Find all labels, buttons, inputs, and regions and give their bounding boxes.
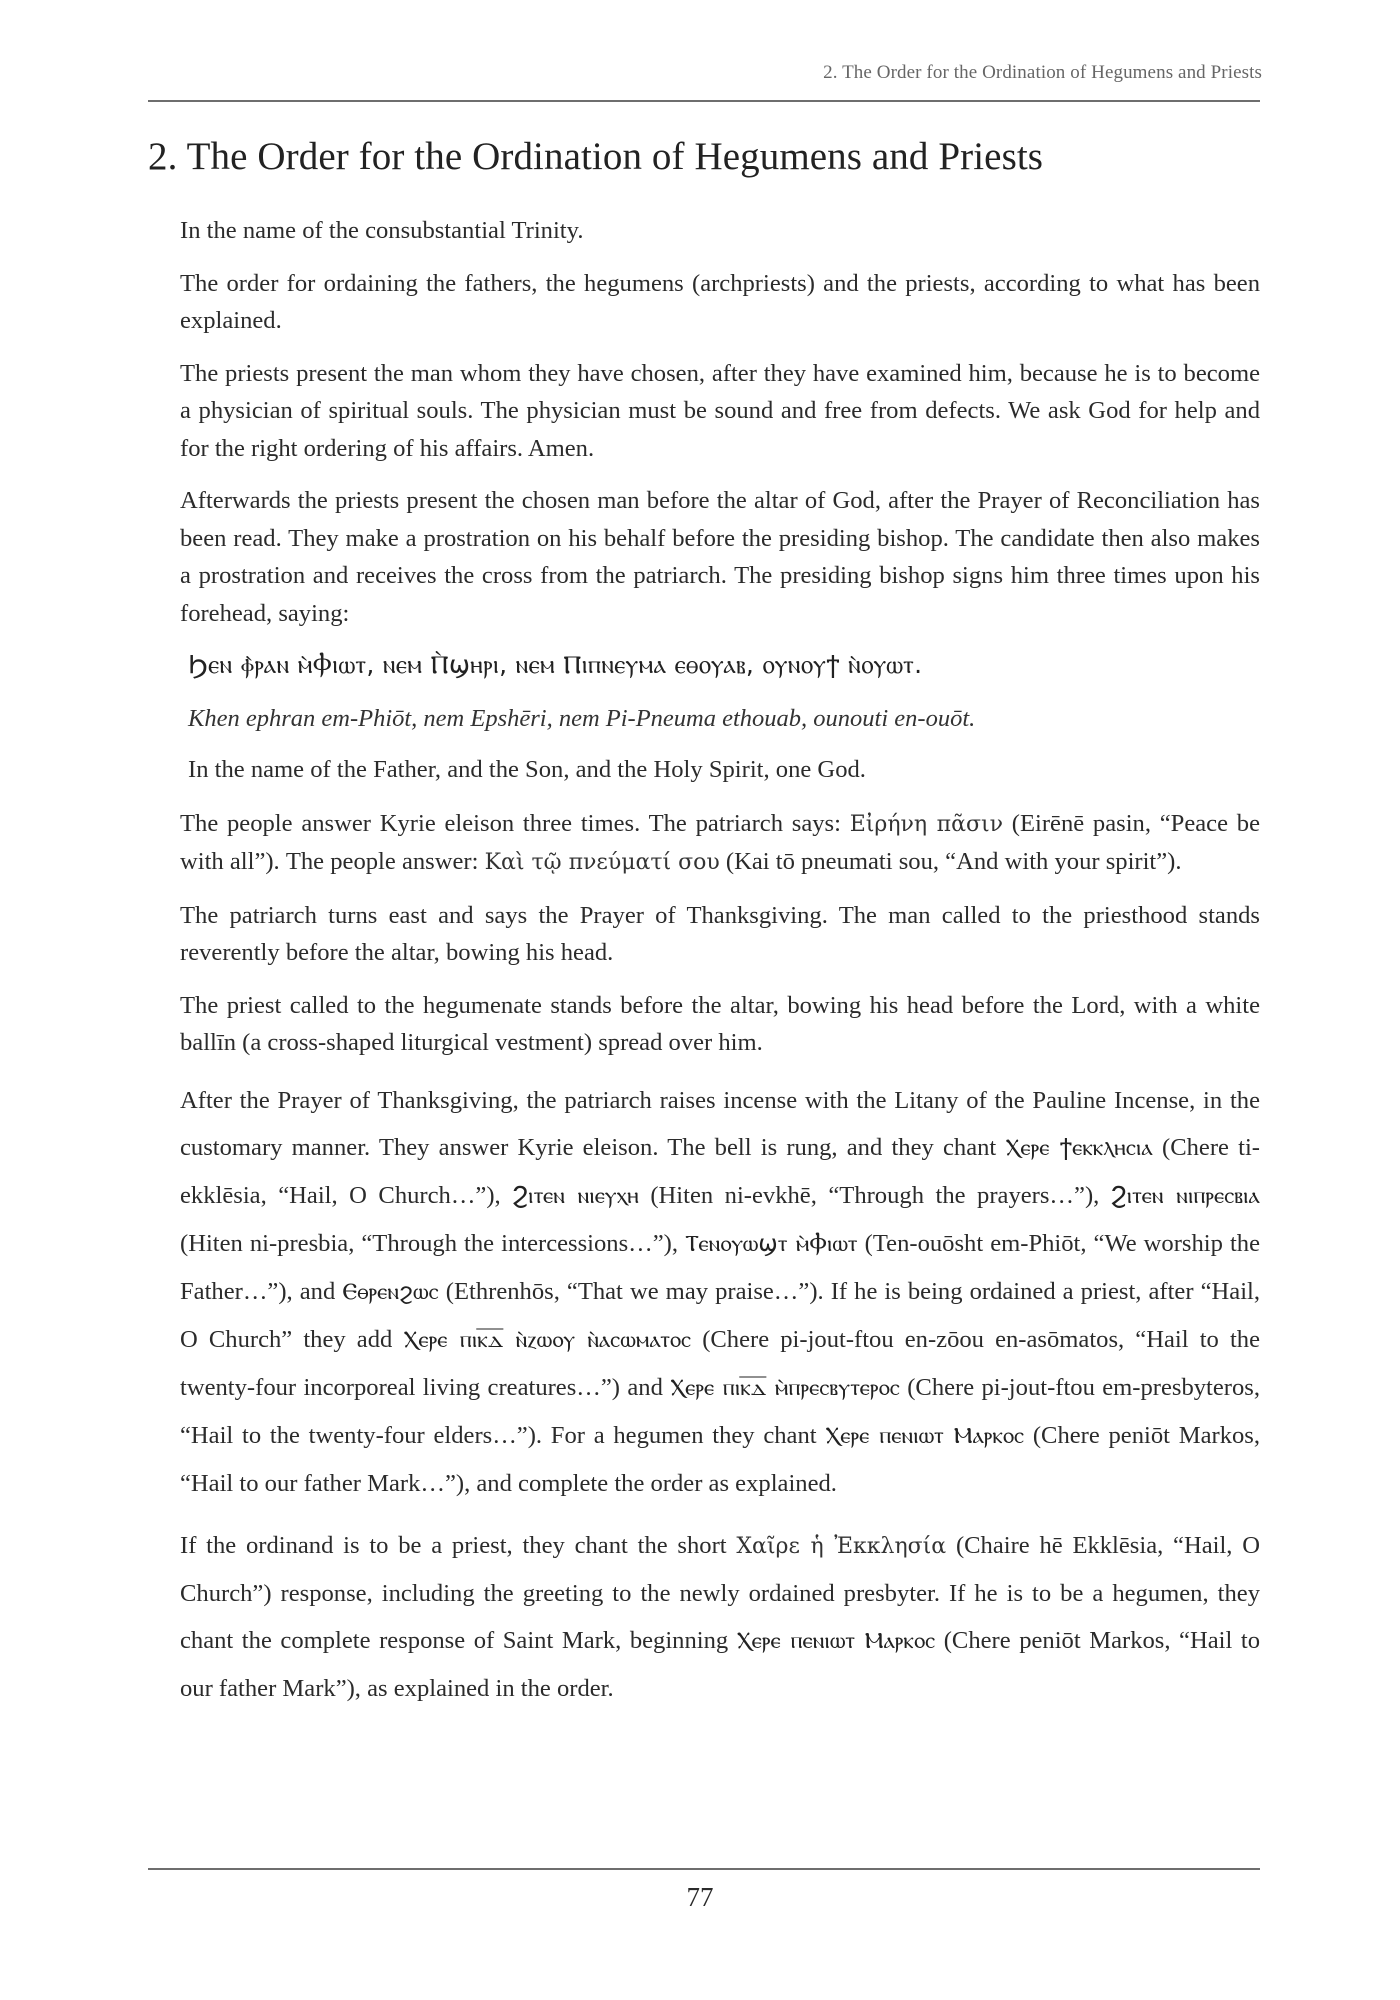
text-run: If the ordinand is to be a priest, they chant the short: [180, 1531, 737, 1559]
paragraph-thanksgiving: The patriarch turns east and says the Prayer of Thanksgiving. The man called to the priesthood stands reverently before the altar, bowing his head.: [180, 901, 1260, 966]
text-run: (Chere pi-jout-ftou en-zōou en-asōmatos, “Hail to the twenty-four incorporeal living creatures…”) and: [180, 1325, 1260, 1401]
header-rule: [148, 100, 1260, 102]
page-number: 77: [686, 1882, 714, 1912]
running-header: 2. The Order for the Ordination of Hegumens and Priests: [823, 62, 1262, 83]
coptic-formula: Ϧⲉⲛ ⲫ̀ⲣⲁⲛ ⲙ̀Ⲫⲓⲱⲧ, ⲛⲉⲙ Ⲡ̀ϣⲏⲣⲓ, ⲛⲉⲙ Ⲡⲓⲡⲛⲉⲩⲙⲁ ⲉⲑⲟⲩⲁⲃ, ⲟⲩⲛⲟⲩϯ ⲛ̀ⲟⲩⲱⲧ.: [188, 650, 923, 679]
footer-rule: [148, 1868, 1260, 1870]
coptic-phrase: Ⲭⲉⲣⲉ ⲡⲓⲕ̅ⲇ̅ ⲛ̀ⲍⲱⲟⲩ ⲛ̀ⲁⲥⲱⲙⲁⲧⲟⲥ: [403, 1326, 692, 1353]
greek-phrase: Καὶ τῷ πνεύματί σου: [484, 850, 720, 875]
text-run: (Chere pi-jout-ftou em-presbyteros, “Hail to the twenty-four elders…”). For a hegumen they chant: [180, 1373, 1260, 1449]
text-run: (Ethrenhōs, “That we may praise…”). If he is being ordained a priest, after “Hail, O Church” they add: [180, 1277, 1261, 1353]
text-run: The people answer Kyrie eleison three times. The patriarch says:: [180, 809, 850, 837]
text-run: (Chaire hē Ekklēsia, “Hail, O Church”) response, including the greeting to the newly ordained presbyter. If he is to be a hegumen, they chant the complete response of Saint Mark, beginning: [180, 1531, 1260, 1654]
paragraph-hegumenate: The priest called to the hegumenate stands before the altar, bowing his head before the Lord, with a white ballīn (a cross-shaped liturgical vestment) spread over him.: [180, 991, 1260, 1056]
greek-phrase: Χαῖρε ἡ Ἐκκλησία: [736, 1533, 947, 1559]
paragraph-invocation: In the name of the consubstantial Trinity.: [180, 217, 584, 244]
paragraph-saint-mark: [180, 1522, 1260, 1712]
section-title: 2. The Order for the Ordination of Hegumens and Priests: [148, 135, 1044, 178]
text-run: (Chere peniōt Markos, “Hail to our father Mark…”), and complete the order as explained.: [180, 1421, 1261, 1497]
translation: In the name of the Father, and the Son, and the Holy Spirit, one God.: [188, 756, 866, 783]
coptic-phrase: Ⲭⲉⲣⲉ ⲡⲉⲛⲓⲱⲧ Ⲙⲁⲣⲕⲟⲥ: [736, 1627, 936, 1654]
coptic-phrase: Ⲭⲉⲣⲉ ⲡⲓⲕ̅ⲇ̅ ⲙ̀ⲡⲣⲉⲥⲃⲩⲧⲉⲣⲟⲥ: [670, 1374, 900, 1401]
text-run: (Chere peniōt Markos, “Hail to our father Mark”), as explained in the order.: [180, 1626, 1260, 1702]
text-run: (Eirēnē pasin, “Peace be with all”). The people answer:: [180, 809, 1260, 875]
paragraph-presentation: The priests present the man whom they have chosen, after they have examined him, because he is to become a physician of spiritual souls. The physician must be sound and free from defects. We ask God for help and for the right ordering of his affairs. Amen.: [180, 359, 1260, 462]
text-run: After the Prayer of Thanksgiving, the patriarch raises incense with the Litany of the Pauline Incense, in the customary manner. They answer Kyrie eleison. The bell is rung, and they chant: [180, 1086, 1260, 1161]
text-run: (Kai tō pneumati sou, “And with your spirit”).: [719, 848, 1182, 875]
body-text: [180, 212, 1260, 1727]
text-run: (Hiten ni-evkhē, “Through the prayers…”),: [638, 1181, 1111, 1209]
coptic-phrase: Ⲉⲑⲣⲉⲛϩⲱⲥ: [342, 1278, 439, 1305]
coptic-phrase: Ϩⲓⲧⲉⲛ ⲛⲓⲡⲣⲉⲥⲃⲓⲁ: [1110, 1182, 1261, 1209]
text-run: (Hiten ni-presbia, “Through the intercessions…”),: [180, 1229, 686, 1257]
transliteration: Khen ephran em-Phiōt, nem Epshēri, nem Pi-Pneuma ethouab, ounouti en-ouōt.: [188, 705, 976, 732]
coptic-phrase: Ⲭⲉⲣⲉ ϯⲉⲕⲕⲗⲏⲥⲓⲁ: [1005, 1134, 1153, 1161]
text-run: (Chere ti-ekklēsia, “Hail, O Church…”),: [180, 1133, 1260, 1209]
text-run: (Ten-ouōsht em-Phiōt, “We worship the Father…”), and: [180, 1229, 1260, 1305]
paragraph-order-intro: The order for ordaining the fathers, the hegumens (archpriests) and the priests, according to what has been explained.: [180, 269, 1260, 334]
coptic-phrase: Ⲭⲉⲣⲉ ⲡⲉⲛⲓⲱⲧ Ⲙⲁⲣⲕⲟⲥ: [825, 1422, 1025, 1449]
greek-phrase: Εἰρήνη πᾶσιν: [849, 811, 1004, 837]
coptic-phrase: Ⲧⲉⲛⲟⲩⲱϣⲧ ⲙ̀Ⲫⲓⲱⲧ: [685, 1230, 858, 1257]
coptic-phrase: Ϩⲓⲧⲉⲛ ⲛⲓⲉⲩⲭⲏ: [512, 1182, 639, 1209]
paragraph-kyrie: [180, 805, 1260, 882]
paragraph-prostration: Afterwards the priests present the chosen man before the altar of God, after the Prayer of Reconciliation has been read. They make a prostration on his behalf before the presiding bishop. The candidate then also makes a prostration and receives the cross from the patriarch. The presiding bishop signs him three times upon his forehead, saying:: [180, 487, 1260, 627]
paragraph-incense: [180, 1077, 1260, 1507]
